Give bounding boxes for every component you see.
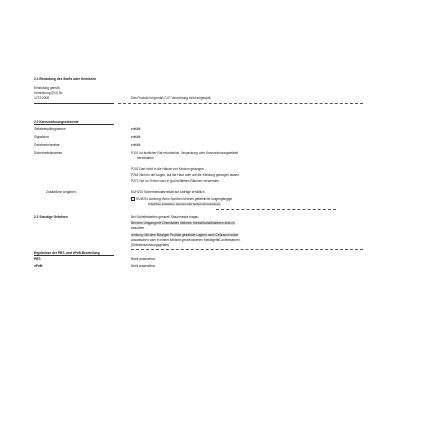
label-additional-info: Zusätzliche Angaben: [46, 190, 77, 194]
p102-line: P102 Darf nicht in die Hände von Kindern gelangen. [131, 167, 205, 171]
value-vpvb: Nicht anwendbar. [131, 264, 156, 268]
value-p101-cont: bereithalten. [137, 156, 155, 160]
label-vpvb: vPvB: [34, 264, 44, 268]
value-p101: P101 Ist ärztlicher Rat erforderlich, Verpackung oder Kennzeichnungsetikett [131, 151, 239, 155]
warning-box-icon [131, 197, 135, 201]
euh211-line [131, 197, 232, 201]
classification-label-line2: Verordnung (EG) Nr. [34, 91, 64, 95]
section-2-1-title: 2.1 Einstufung des Stoffs oder Gemische [34, 77, 97, 81]
section-divider-3 [34, 255, 114, 256]
other-hazards-line1: Bei Schleifarbeiten generell Staubmaske tragen. [131, 215, 200, 219]
p262-line: P262 Nicht in die Augen, auf die Haut oder auf die Kleidung gelangen lassen. [131, 173, 240, 177]
classification-label-line1: Einstufung gemäß [34, 86, 60, 90]
other-hazards-line6: (Selbstentzündungsgefahr) [131, 243, 170, 247]
section-divider-1 [34, 103, 114, 104]
dashed-divider-3 [131, 249, 363, 250]
euh211-line-cont: Tröpfchen entstehen. Aerosol oder Nebel nicht einatmen. [148, 202, 222, 206]
value-hazard-statements: entfällt [131, 143, 141, 147]
value-signal-word: entfällt [131, 135, 141, 139]
label-pbt: PBT: [34, 257, 42, 261]
other-hazards-line2: Bei dem Umgang mit Chemikalien üblichen Vorsichtsmaßnahmen sind zu [131, 221, 235, 225]
value-pbt: Nicht anwendbar. [131, 257, 156, 261]
classification-value: Das Produkt ist gemäß CLP-Verordnung nicht eingestuft. [131, 96, 212, 100]
section-divider-2 [34, 124, 114, 125]
p271-line: P271 Nur im Freien oder in gut belüfteten Räumen verwenden. [131, 179, 220, 183]
euh210-line: EUH210 Sicherheitsdatenblatt auf Anfrage erhältlich. [131, 190, 206, 194]
pbt-title: Ergebnisse der PBT- und vPvB-Beurteilung [34, 251, 100, 255]
dashed-divider-2 [216, 209, 336, 210]
other-hazards-line3: beachten. [131, 226, 146, 230]
section-2-2-title: 2.2 Kennzeichnungselemente [34, 120, 79, 124]
euh211-text: EUH211 Achtung! Beim Sprühen können gefährliche lungengängige [136, 197, 233, 202]
classification-label-line3: 1272/2008 [34, 96, 50, 100]
other-hazards-line5: auswaschen oder in einem luftdicht geschlossenen Metallgefäß aufbewahren. [131, 238, 241, 242]
label-other-hazards: 2.3 Sonstige Gefahren [34, 215, 68, 219]
dashed-divider-1 [118, 103, 363, 104]
label-hazard-statements: Gefahrenhinweise [34, 143, 60, 147]
label-precautionary-statements: Sicherheitshinweise [34, 151, 63, 155]
label-pictograms: Gefahrenpiktogramme [34, 127, 66, 131]
label-signal-word: Signalwort [34, 135, 49, 139]
value-pictograms: entfällt [131, 127, 141, 131]
other-hazards-line4: Achtung: Mit dem flüssigen Produkt getränkte Lappen nach Gebrauch sofort [131, 233, 239, 237]
